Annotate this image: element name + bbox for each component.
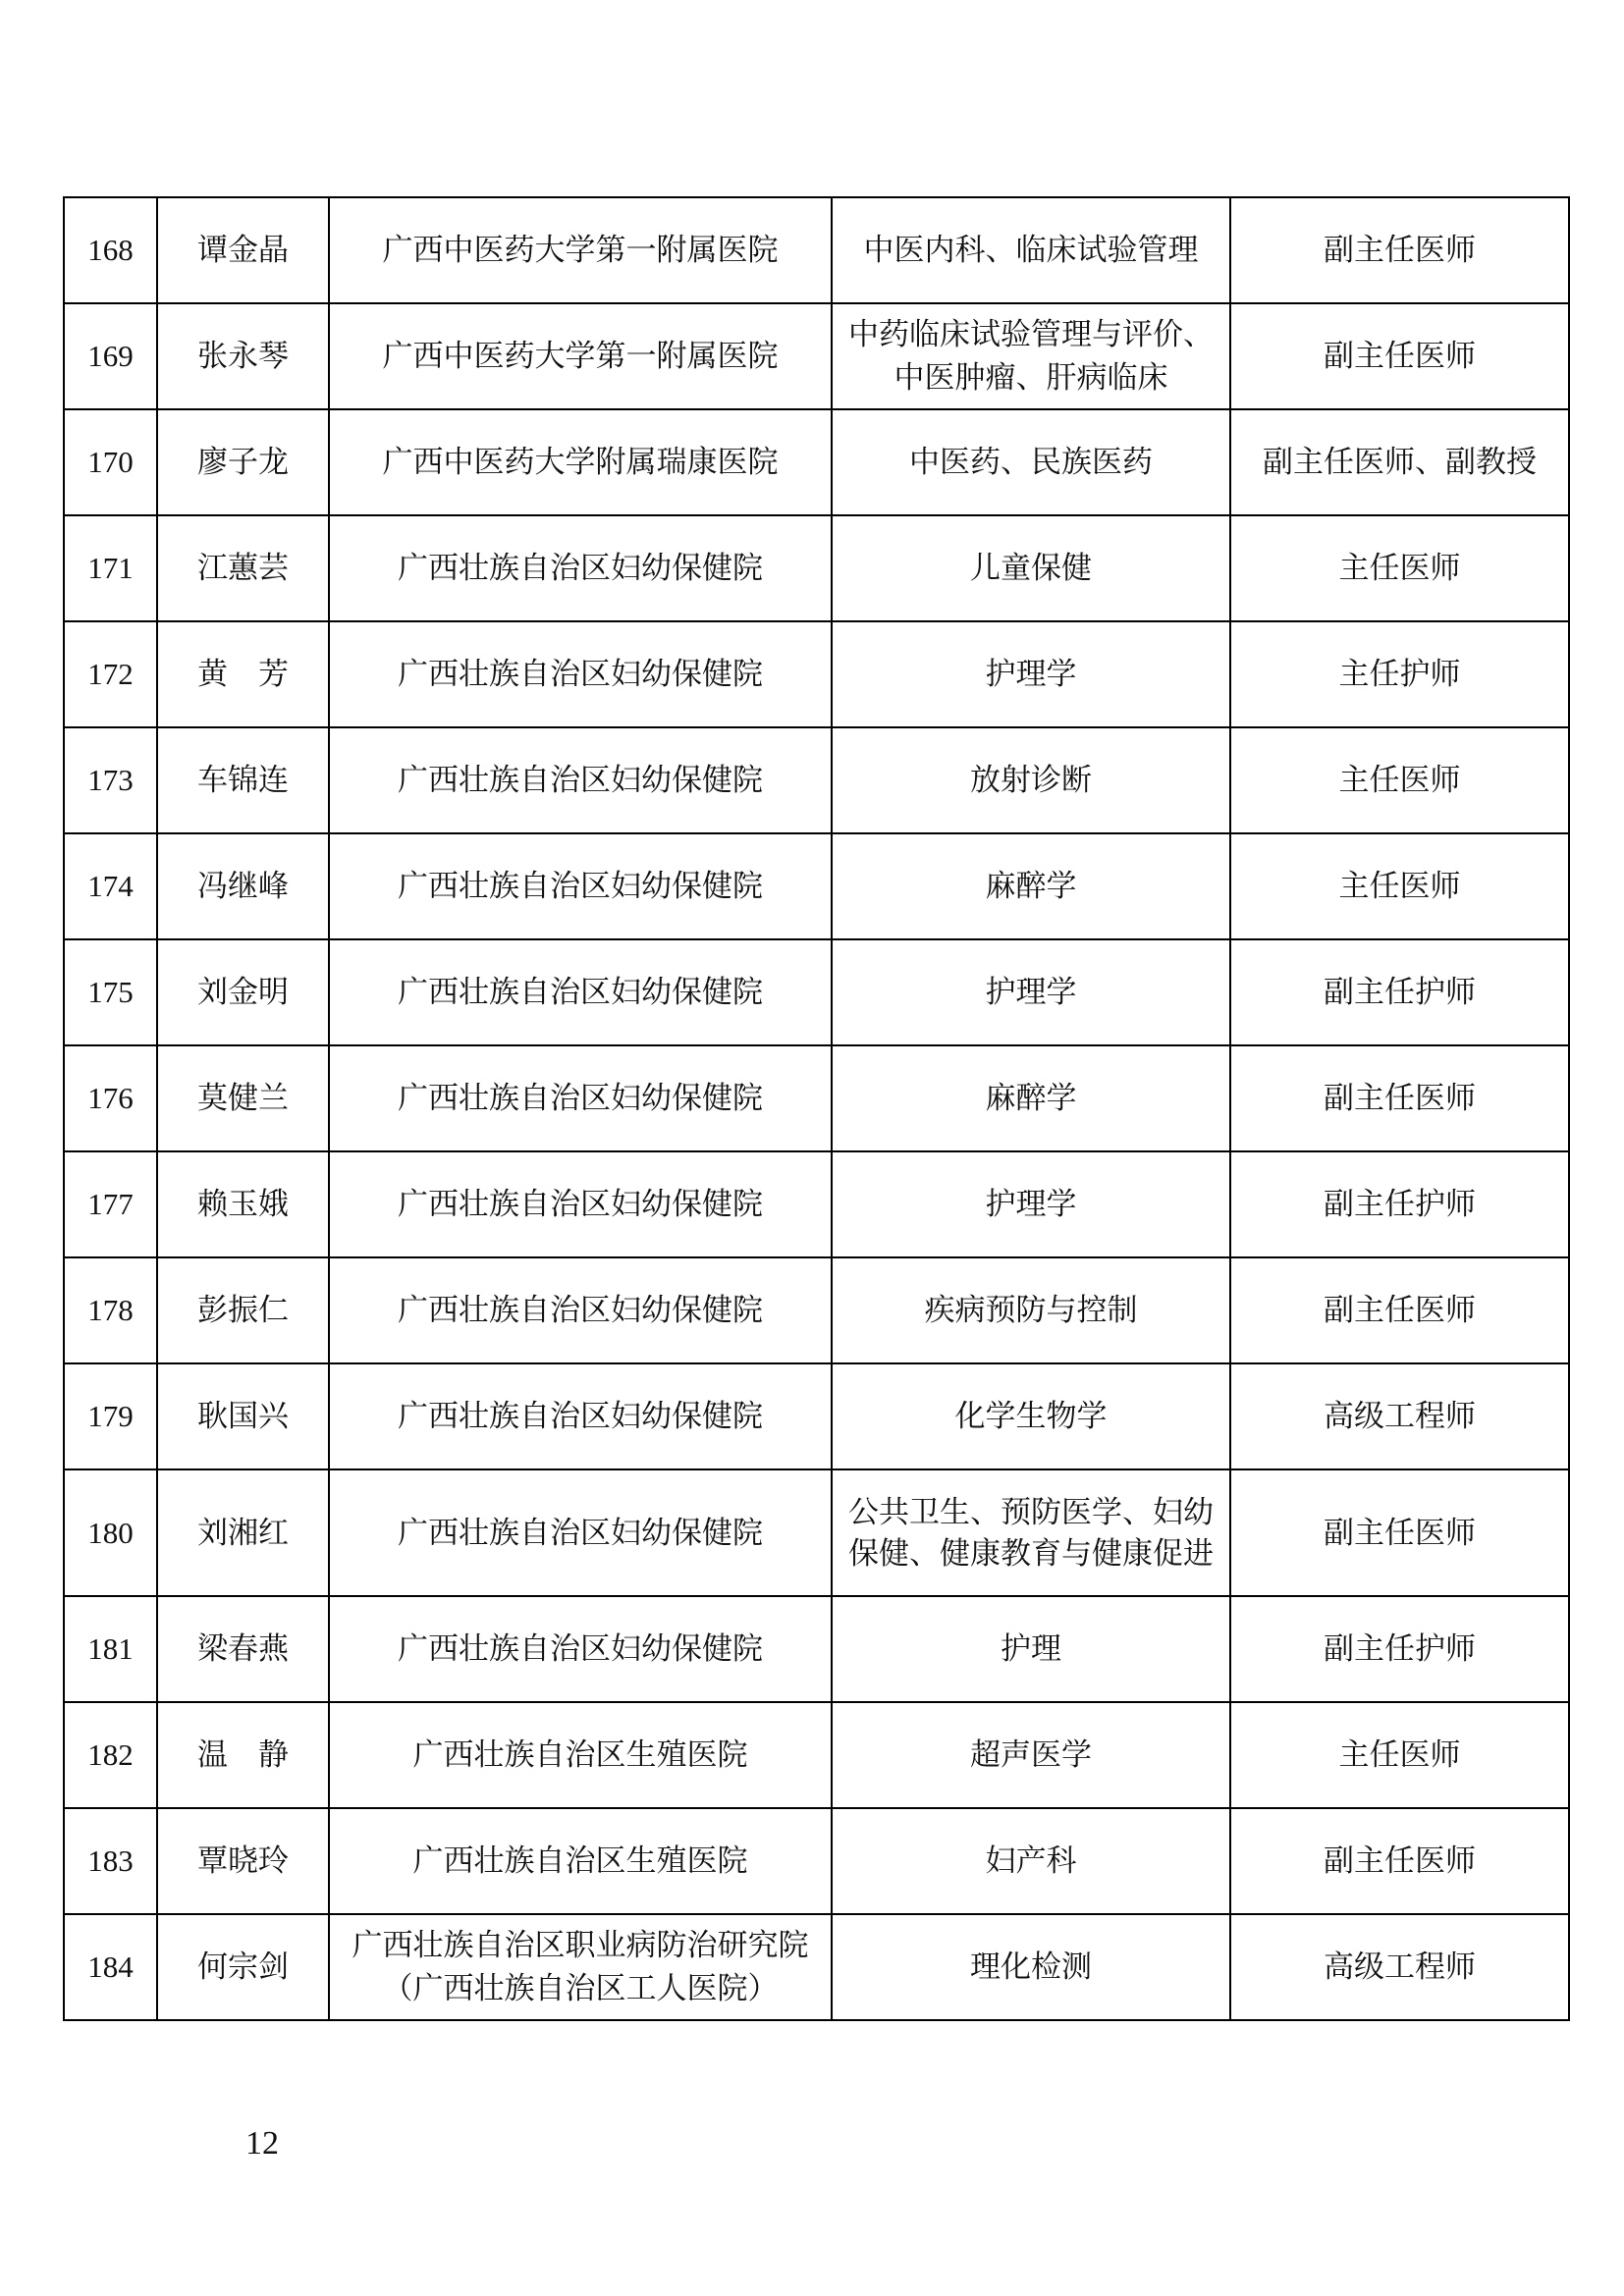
professional-title: 主任医师 [1230,515,1569,621]
person-name: 廖子龙 [157,409,329,515]
row-number: 171 [64,515,157,621]
professional-title: 主任医师 [1230,727,1569,833]
table-row [64,1257,1569,1363]
specialty: 公共卫生、预防医学、妇幼保健、健康教育与健康促进 [832,1469,1230,1596]
organization: 广西壮族自治区生殖医院 [329,1808,832,1914]
person-name [157,621,329,727]
organization: 广西壮族自治区妇幼保健院 [329,833,832,939]
row-number: 179 [64,1363,157,1469]
table-row [64,409,1569,515]
specialty: 疾病预防与控制 [832,1257,1230,1363]
professional-title: 副主任医师 [1230,1257,1569,1363]
organization: 广西壮族自治区妇幼保健院 [329,727,832,833]
specialty: 理化检测 [832,1914,1230,2020]
organization: 广西中医药大学第一附属医院 [329,303,832,409]
table-row [64,1596,1569,1702]
specialty: 护理 [832,1596,1230,1702]
person-name: 车锦连 [157,727,329,833]
organization: 广西壮族自治区妇幼保健院 [329,1363,832,1469]
professional-title: 高级工程师 [1230,1914,1569,2020]
organization: 广西壮族自治区妇幼保健院 [329,1151,832,1257]
professional-title: 副主任医师、副教授 [1230,409,1569,515]
table-row [64,1469,1569,1596]
organization: 广西壮族自治区妇幼保健院 [329,621,832,727]
person-name: 江蕙芸 [157,515,329,621]
professional-title: 副主任护师 [1230,1596,1569,1702]
row-number: 181 [64,1596,157,1702]
row-number: 177 [64,1151,157,1257]
table-row [64,1914,1569,2020]
professional-title: 副主任医师 [1230,197,1569,303]
row-number: 180 [64,1469,157,1596]
table-row [64,197,1569,303]
professional-title: 副主任医师 [1230,1469,1569,1596]
row-number: 178 [64,1257,157,1363]
specialty: 护理学 [832,621,1230,727]
page-number: 12 [245,2125,279,2162]
table-row [64,1151,1569,1257]
person-name: 梁春燕 [157,1596,329,1702]
table-row [64,1702,1569,1808]
table-row [64,833,1569,939]
organization: 广西壮族自治区妇幼保健院 [329,1469,832,1596]
specialty: 中医内科、临床试验管理 [832,197,1230,303]
organization: 广西壮族自治区妇幼保健院 [329,1596,832,1702]
specialty: 化学生物学 [832,1363,1230,1469]
person-name: 刘金明 [157,939,329,1045]
person-name: 耿国兴 [157,1363,329,1469]
table-row [64,1808,1569,1914]
person-name: 谭金晶 [157,197,329,303]
specialty: 中医药、民族医药 [832,409,1230,515]
organization: 广西壮族自治区职业病防治研究院（广西壮族自治区工人医院） [329,1914,832,2020]
professional-title: 主任医师 [1230,1702,1569,1808]
person-name: 覃晓玲 [157,1808,329,1914]
person-name: 冯继峰 [157,833,329,939]
specialty: 护理学 [832,939,1230,1045]
row-number: 183 [64,1808,157,1914]
table-row [64,727,1569,833]
professional-title: 主任医师 [1230,833,1569,939]
person-name: 张永琴 [157,303,329,409]
row-number: 173 [64,727,157,833]
professional-title: 副主任医师 [1230,1808,1569,1914]
professional-title: 副主任护师 [1230,939,1569,1045]
organization: 广西中医药大学附属瑞康医院 [329,409,832,515]
personnel-table [63,196,1570,2021]
table-row [64,1363,1569,1469]
organization: 广西壮族自治区妇幼保健院 [329,1257,832,1363]
professional-title: 主任护师 [1230,621,1569,727]
organization: 广西壮族自治区妇幼保健院 [329,939,832,1045]
row-number: 170 [64,409,157,515]
specialty: 中药临床试验管理与评价、中医肿瘤、肝病临床 [832,303,1230,409]
specialty: 麻醉学 [832,833,1230,939]
table-row [64,621,1569,727]
specialty: 妇产科 [832,1808,1230,1914]
row-number: 174 [64,833,157,939]
organization: 广西壮族自治区妇幼保健院 [329,1045,832,1151]
specialty: 儿童保健 [832,515,1230,621]
specialty: 护理学 [832,1151,1230,1257]
person-name: 刘湘红 [157,1469,329,1596]
row-number: 184 [64,1914,157,2020]
professional-title: 高级工程师 [1230,1363,1569,1469]
person-name [157,1702,329,1808]
row-number: 169 [64,303,157,409]
person-name-text: 温静 [197,1737,319,1773]
table-row [64,515,1569,621]
person-name: 何宗剑 [157,1914,329,2020]
row-number: 172 [64,621,157,727]
table-row [64,939,1569,1045]
row-number: 176 [64,1045,157,1151]
specialty: 放射诊断 [832,727,1230,833]
row-number: 168 [64,197,157,303]
professional-title: 副主任医师 [1230,303,1569,409]
person-name: 彭振仁 [157,1257,329,1363]
person-name: 赖玉娥 [157,1151,329,1257]
organization: 广西中医药大学第一附属医院 [329,197,832,303]
organization: 广西壮族自治区生殖医院 [329,1702,832,1808]
professional-title: 副主任护师 [1230,1151,1569,1257]
row-number: 182 [64,1702,157,1808]
specialty: 超声医学 [832,1702,1230,1808]
row-number: 175 [64,939,157,1045]
person-name: 莫健兰 [157,1045,329,1151]
professional-title: 副主任医师 [1230,1045,1569,1151]
organization: 广西壮族自治区妇幼保健院 [329,515,832,621]
specialty: 麻醉学 [832,1045,1230,1151]
table-row [64,1045,1569,1151]
table-row [64,303,1569,409]
person-name-text: 黄芳 [197,657,319,692]
